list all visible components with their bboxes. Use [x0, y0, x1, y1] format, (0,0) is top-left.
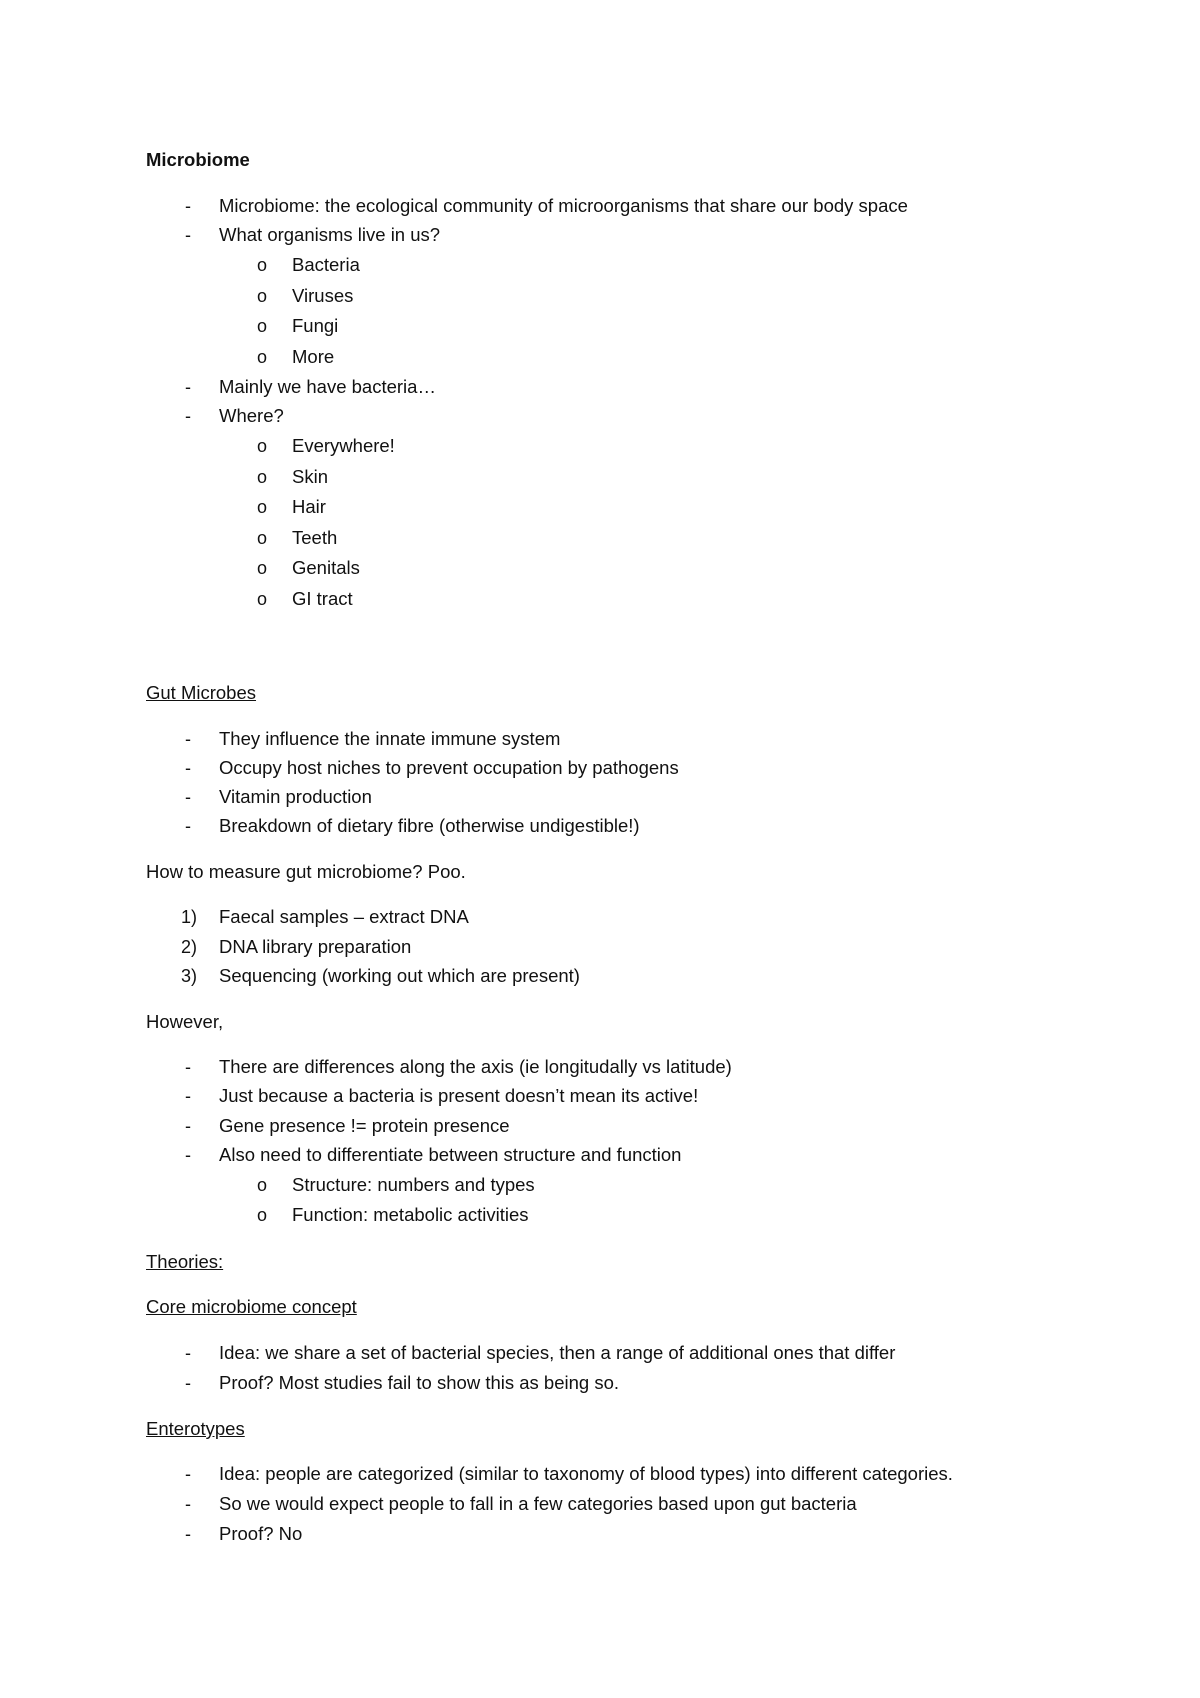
section-heading-theories: Theories:	[146, 1251, 224, 1272]
section-heading-core-microbiome: Core microbiome concept	[146, 1296, 357, 1317]
bullet-marker: o	[257, 316, 268, 336]
sub-list-item: Skin	[292, 466, 328, 487]
list-item: Gene presence != protein presence	[219, 1115, 510, 1136]
list-item: Vitamin production	[219, 786, 372, 807]
sub-list-item: Fungi	[292, 315, 339, 336]
list-item: So we would expect people to fall in a few categories based upon gut bacteria	[219, 1493, 857, 1514]
list-item: What organisms live in us?	[219, 224, 441, 245]
dash-marker: -	[185, 1057, 191, 1077]
list-item: Idea: we share a set of bacterial species, then a range of additional ones that differ	[219, 1342, 896, 1363]
bullet-marker: o	[257, 1205, 268, 1225]
bullet-marker: o	[257, 255, 268, 275]
step-text: Faecal samples – extract DNA	[219, 906, 469, 927]
sub-list-item: Hair	[292, 496, 326, 517]
dash-marker: -	[185, 787, 191, 807]
paragraph-however: However,	[146, 1011, 224, 1032]
sub-list-item: GI tract	[292, 588, 353, 609]
bullet-marker: o	[257, 467, 268, 487]
dash-marker: -	[185, 758, 191, 778]
sub-list-item: Teeth	[292, 527, 338, 548]
dash-marker: -	[185, 377, 191, 397]
bullet-marker: o	[257, 497, 268, 517]
list-item: Idea: people are categorized (similar to taxonomy of blood types) into different categories.	[219, 1463, 953, 1484]
page-title: Microbiome	[146, 149, 250, 170]
dash-marker: -	[185, 1524, 191, 1544]
dash-marker: -	[185, 1494, 191, 1514]
dash-marker: -	[185, 816, 191, 836]
list-item: Microbiome: the ecological community of microorganisms that share our body space	[219, 195, 908, 216]
list-item: There are differences along the axis (ie longitudally vs latitude)	[219, 1056, 732, 1077]
bullet-marker: o	[257, 589, 268, 609]
dash-marker: -	[185, 1145, 191, 1165]
list-item: Breakdown of dietary fibre (otherwise undigestible!)	[219, 815, 640, 836]
sub-list-item: Structure: numbers and types	[292, 1174, 535, 1195]
dash-marker: -	[185, 1116, 191, 1136]
list-item: Just because a bacteria is present doesn’t mean its active!	[219, 1085, 699, 1106]
bullet-marker: o	[257, 1175, 268, 1195]
list-item: Also need to differentiate between structure and function	[219, 1144, 682, 1165]
bullet-marker: o	[257, 436, 268, 456]
dash-marker: -	[185, 1086, 191, 1106]
dash-marker: -	[185, 729, 191, 749]
sub-list-item: Everywhere!	[292, 435, 395, 456]
dash-marker: -	[185, 1343, 191, 1363]
sub-list-item: Viruses	[292, 285, 354, 306]
paragraph-measure: How to measure gut microbiome? Poo.	[146, 861, 466, 882]
step-number: 1)	[181, 907, 198, 927]
list-item: Where?	[219, 405, 284, 426]
dash-marker: -	[185, 1464, 191, 1484]
dash-marker: -	[185, 1373, 191, 1393]
step-number: 3)	[181, 966, 198, 986]
step-number: 2)	[181, 937, 198, 957]
section-heading-gut-microbes: Gut Microbes	[146, 682, 257, 703]
dash-marker: -	[185, 406, 191, 426]
sub-list-item: Bacteria	[292, 254, 360, 275]
sub-list-item: More	[292, 346, 335, 367]
section-heading-enterotypes: Enterotypes	[146, 1418, 245, 1439]
bullet-marker: o	[257, 528, 268, 548]
dash-marker: -	[185, 225, 191, 245]
bullet-marker: o	[257, 347, 268, 367]
sub-list-item: Function: metabolic activities	[292, 1204, 529, 1225]
dash-marker: -	[185, 196, 191, 216]
list-item: Mainly we have bacteria…	[219, 376, 436, 397]
bullet-marker: o	[257, 286, 268, 306]
list-item: They influence the innate immune system	[219, 728, 561, 749]
step-text: Sequencing (working out which are present)	[219, 965, 580, 986]
list-item: Proof? No	[219, 1523, 303, 1544]
list-item: Occupy host niches to prevent occupation by pathogens	[219, 757, 679, 778]
sub-list-item: Genitals	[292, 557, 360, 578]
bullet-marker: o	[257, 558, 268, 578]
step-text: DNA library preparation	[219, 936, 412, 957]
list-item: Proof? Most studies fail to show this as being so.	[219, 1372, 620, 1393]
